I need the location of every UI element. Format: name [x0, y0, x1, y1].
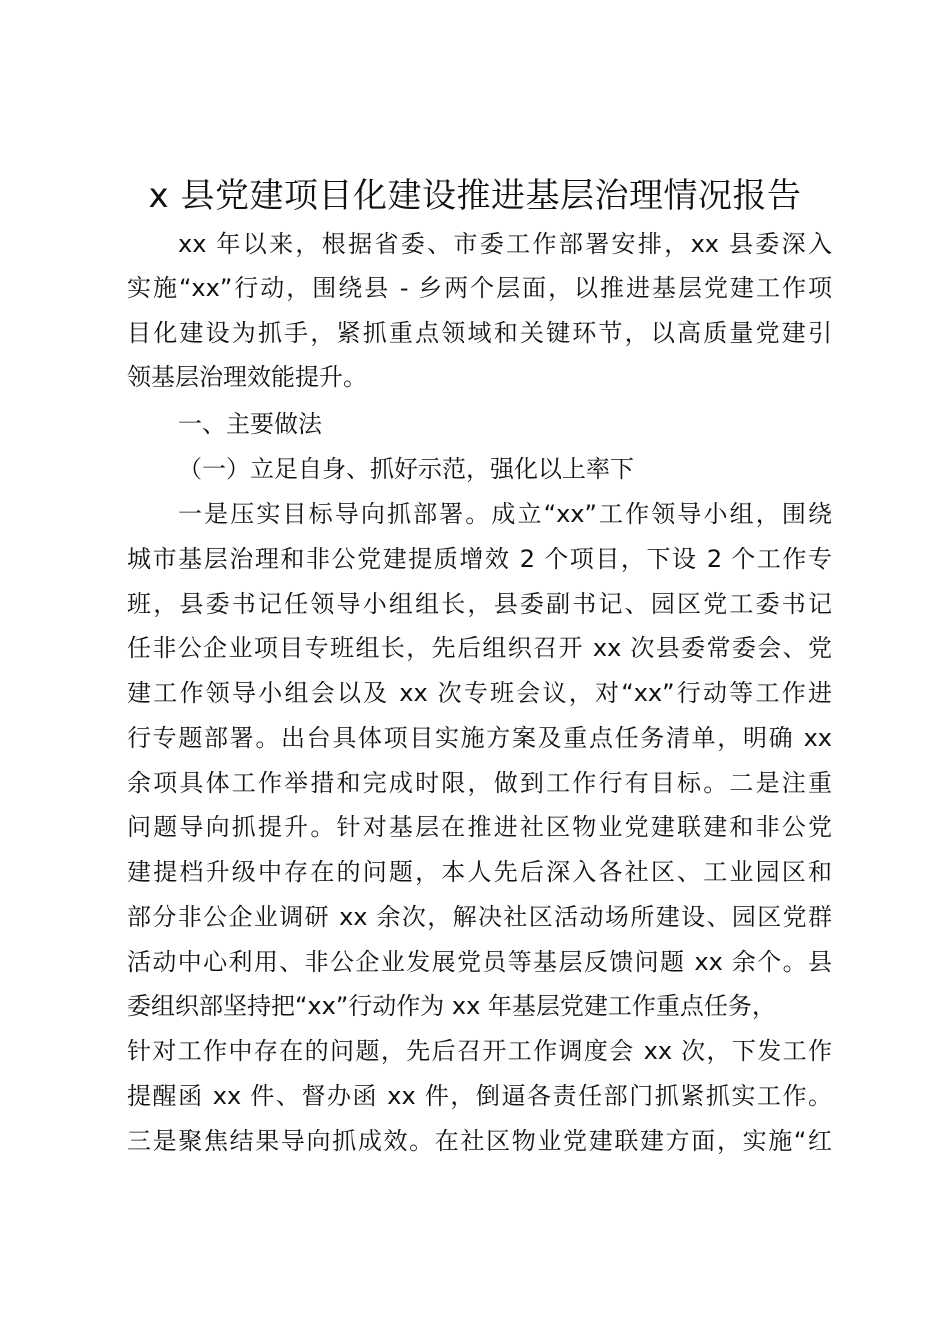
body-line: 任非公企业项目专班组长，先后组织召开 xx 次县委常委会、党: [127, 634, 832, 662]
body-line: 问题导向抓提升。针对基层在推进社区物业党建联建和非公党: [127, 813, 832, 841]
body-line: 班，县委书记任领导小组组长，县委副书记、园区党工委书记: [127, 590, 832, 618]
body-line: 提醒函 xx 件、督办函 xx 件，倒逼各责任部门抓紧抓实工作。: [127, 1082, 832, 1110]
body-line: 行专题部署。出台具体项目实施方案及重点任务清单，明确 xx: [127, 724, 832, 752]
body-line: 一是压实目标导向抓部署。成立“xx”工作领导小组，围绕: [178, 500, 832, 528]
body-line: 委组织部坚持把“xx”行动作为 xx 年基层党建工作重点任务，: [127, 992, 776, 1020]
body-line: 建工作领导小组会以及 xx 次专班会议，对“xx”行动等工作进: [127, 679, 832, 707]
subsection-heading: （一）立足自身、抓好示范，强化以上率下: [178, 455, 634, 483]
body-line: 建提档升级中存在的问题，本人先后深入各社区、工业园区和: [127, 858, 832, 886]
body-line: 部分非公企业调研 xx 余次，解决社区活动场所建设、园区党群: [127, 903, 832, 931]
body-line: 目化建设为抓手，紧抓重点领域和关键环节，以高质量党建引: [127, 319, 832, 347]
body-line: 活动中心利用、非公企业发展党员等基层反馈问题 xx 余个。县: [127, 948, 832, 976]
document-title: x 县党建项目化建设推进基层治理情况报告: [148, 176, 802, 216]
body-line: 针对工作中存在的问题，先后召开工作调度会 xx 次，下发工作: [127, 1037, 832, 1065]
body-line: 城市基层治理和非公党建提质增效 2 个项目，下设 2 个工作专: [127, 545, 832, 573]
body-line: 实施“xx”行动，围绕县 - 乡两个层面，以推进基层党建工作项: [127, 274, 832, 302]
body-line: xx 年以来，根据省委、市委工作部署安排，xx 县委深入: [178, 230, 832, 258]
body-line: 三是聚焦结果导向抓成效。在社区物业党建联建方面，实施“红: [127, 1127, 832, 1155]
body-line: 余项具体工作举措和完成时限，做到工作行有目标。二是注重: [127, 769, 832, 797]
section-heading: 一、主要做法: [178, 410, 322, 438]
body-line: 领基层治理效能提升。: [127, 363, 367, 391]
